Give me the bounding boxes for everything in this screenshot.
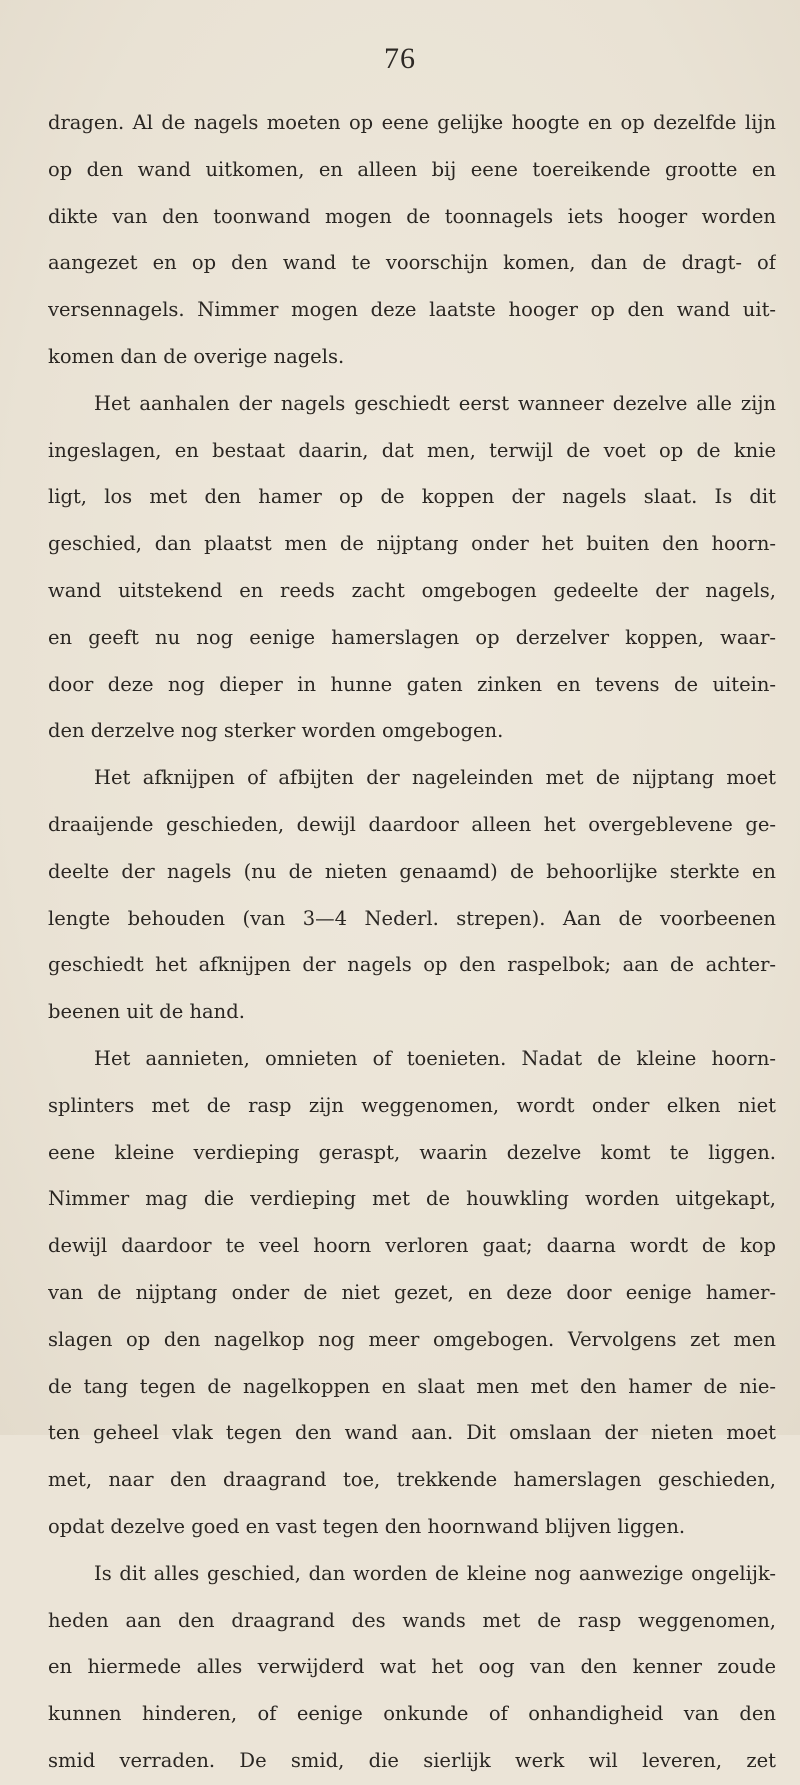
text-line: aangezet en op den wand te voorschijn komen, dan de dragt- of [48,251,776,275]
text-line: komen dan de overige nagels. [48,344,345,368]
text-line: wand uitstekend en reeds zacht omgebogen gedeelte der nagels, [48,578,776,602]
text-line: opdat dezelve goed en vast tegen den hoornwand blijven liggen. [48,1514,686,1538]
text-line: Nimmer mag die verdieping met de houwkling worden uitgekapt, [48,1187,776,1211]
text-line: lengte behouden (van 3—4 Nederl. strepen). Aan de voorbeenen [48,906,776,930]
text-line: door deze nog dieper in hunne gaten zinken en tevens de uitein- [48,672,776,696]
text-line: smid verraden. De smid, die sierlijk werk wil leveren, zet [48,1748,776,1772]
text-line: ingeslagen, en bestaat daarin, dat men, terwijl de voet op de knie [48,438,776,462]
text-line: van de nijptang onder de niet gezet, en deze door eenige hamer- [48,1280,776,1304]
text-line: eene kleine verdieping geraspt, waarin dezelve komt te liggen. [48,1140,776,1164]
text-line: versennagels. Nimmer mogen deze laatste hooger op den wand uit- [48,298,776,322]
text-line: splinters met de rasp zijn weggenomen, wordt onder elken niet [48,1093,776,1117]
paragraph-start-line: Is dit alles geschied, dan worden de kleine nog aanwezige ongelijk- [94,1561,776,1585]
text-line: kunnen hinderen, of eenige onkunde of onhandigheid van den [48,1702,776,1726]
paragraph-start-line: Het aannieten, omnieten of toenieten. Nadat de kleine hoorn- [94,1046,776,1070]
text-line: en hiermede alles verwijderd wat het oog van den kenner zoude [48,1655,776,1679]
text-line: slagen op den nagelkop nog meer omgebogen. Vervolgens zet men [48,1327,776,1351]
text-line: ten geheel vlak tegen den wand aan. Dit omslaan der nieten moet [48,1421,776,1445]
paragraph-start-line: Het aanhalen der nagels geschiedt eerst wanneer dezelve alle zijn [94,391,776,415]
text-line: en geeft nu nog eenige hamerslagen op derzelver koppen, waar- [48,625,776,649]
text-line: deelte der nagels (nu de nieten genaamd) de behoorlijke sterkte en [48,859,776,883]
text-line: den derzelve nog sterker worden omgebogen. [48,719,504,743]
text-line: geschiedt het afknijpen der nagels op den raspelbok; aan de achter- [48,953,776,977]
text-line: dikte van den toonwand mogen de toonnagels iets hooger worden [48,204,776,228]
text-line: op den wand uitkomen, en alleen bij eene toereikende grootte en [48,157,776,181]
text-line: met, naar den draagrand toe, trekkende hamerslagen geschieden, [48,1468,776,1492]
text-line: heden aan den draagrand des wands met de rasp weggenomen, [48,1608,776,1632]
page-number: 76 [384,42,416,75]
text-line: dragen. Al de nagels moeten op eene gelijke hoogte en op dezelfde lijn [48,111,776,134]
text-line: dewijl daardoor te veel hoorn verloren gaat; daarna wordt de kop [48,1234,776,1258]
text-line: draaijende geschieden, dewijl daardoor alleen het overgeblevene ge- [48,812,776,836]
text-line: beenen uit de hand. [48,1000,245,1024]
paragraph-start-line: Het afknijpen of afbijten der nageleinden met de nijptang moet [94,766,776,790]
text-line: ligt, los met den hamer op de koppen der nagels slaat. Is dit [48,485,776,509]
text-line: geschied, dan plaatst men de nijptang onder het buiten den hoorn- [48,532,776,556]
text-line: de tang tegen de nagelkoppen en slaat men met den hamer de nie- [48,1374,776,1398]
body-text [48,100,776,1785]
